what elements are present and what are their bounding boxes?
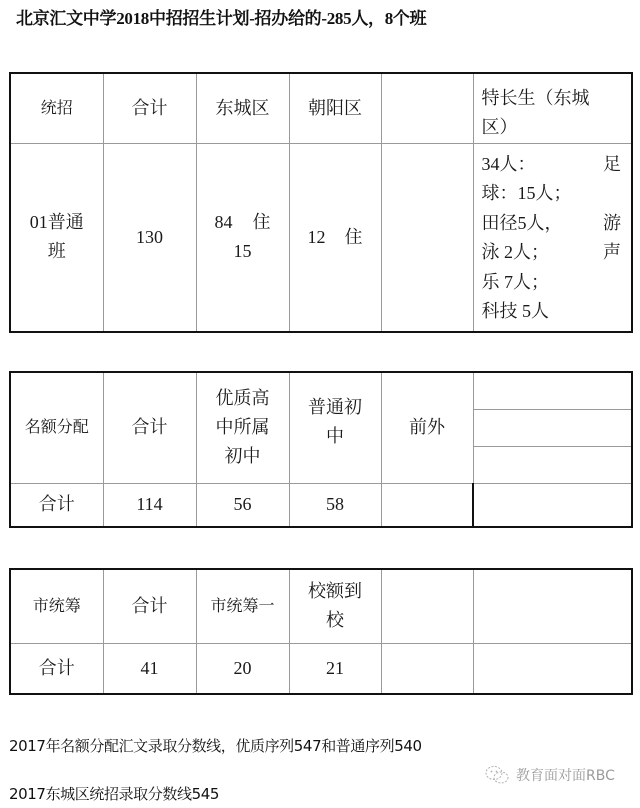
header-cell: 市统筹一 (196, 569, 289, 643)
watermark (484, 765, 615, 785)
youzhi-cell: 56 (196, 483, 289, 527)
wechat-icon (484, 765, 510, 785)
total-cell: 130 (103, 143, 196, 332)
line-left: 34人： (481, 153, 536, 174)
line-left: 泳 2人； (481, 242, 549, 262)
header-cell: 合计 (103, 569, 196, 643)
header-cell: 合计 (103, 73, 196, 143)
cell-value: 住 (344, 226, 363, 247)
header-cell: 朝阳区 (289, 73, 381, 143)
cell-line: 01普通 (29, 212, 84, 233)
cell-line (482, 268, 622, 298)
cell-line (482, 297, 622, 327)
header-cell: 市统筹 (10, 569, 103, 643)
table-row (10, 143, 632, 332)
putong-cell: 58 (289, 483, 381, 527)
header-cell (289, 569, 381, 643)
header-line: 区） (481, 117, 518, 137)
cell-line (308, 223, 363, 252)
empty-cell (473, 569, 632, 643)
empty-cell (381, 569, 473, 643)
total-cell: 114 (103, 483, 196, 527)
total-cell: 41 (103, 643, 196, 694)
line-right: 游 (603, 212, 621, 233)
header-cell: 前外 (381, 372, 473, 483)
cell-value: 84 (214, 212, 233, 233)
header-cell-special (473, 73, 632, 143)
table-row (10, 643, 632, 694)
header-line: 中所属 (215, 417, 270, 438)
line-left: 乐 7人； (481, 271, 549, 292)
score-line-note-2: 2017东城区统招录取分数线545 (9, 785, 220, 803)
line-right: 足 (603, 153, 621, 174)
line-left: 田径5人， (481, 212, 563, 233)
chaoyang-cell (289, 143, 381, 332)
row-label-cell: 合计 (10, 483, 103, 527)
dongcheng-cell (196, 143, 289, 332)
header-cell (196, 372, 289, 483)
empty-cell (473, 446, 632, 483)
header-cell: 东城区 (196, 73, 289, 143)
header-line: 优质高 (215, 388, 270, 409)
empty-cell (473, 372, 632, 409)
row-label-cell: 合计 (10, 643, 103, 694)
line-right: 声 (603, 242, 621, 262)
table-mingefenpei (9, 371, 633, 528)
header-cell-empty (381, 73, 473, 143)
header-cell: 名额分配 (10, 372, 103, 483)
empty-cell (381, 643, 473, 694)
table-row (10, 483, 632, 527)
empty-cell (473, 643, 632, 694)
header-cell (289, 372, 381, 483)
table-tongzhao (9, 72, 633, 333)
header-line: 校额到 (308, 581, 362, 602)
watermark-text: 教育面对面RBC (516, 768, 615, 784)
header-line: 中 (326, 425, 344, 446)
cell-line (482, 209, 622, 239)
header-line: 普通初 (308, 396, 362, 417)
cell-value: 住 (252, 212, 271, 233)
empty-cell (473, 483, 632, 527)
table-header-row (10, 569, 632, 643)
cell-line (482, 150, 622, 180)
class-label-cell (10, 143, 103, 332)
header-line: 特长生（东城 (481, 88, 590, 108)
cell-line (215, 208, 271, 237)
line-left: 科技 5人 (481, 301, 549, 321)
empty-cell (473, 409, 632, 446)
empty-cell (381, 143, 473, 332)
page-title: 北京汇文中学2018中招招生计划-招办给的-285人，8个班 (16, 9, 427, 28)
score-line-note-1: 2017年名额分配汇文录取分数线，优质序列547和普通序列540 (9, 737, 422, 755)
shitongchou-cell: 20 (196, 643, 289, 694)
header-line: 初中 (224, 446, 261, 467)
table-header-row (10, 73, 632, 143)
header-cell: 合计 (103, 372, 196, 483)
table-header-row (10, 372, 632, 409)
qianwai-cell (381, 483, 473, 527)
line-left: 球：15人； (481, 183, 572, 203)
cell-line: 班 (47, 241, 66, 262)
cell-line (482, 238, 622, 268)
cell-line: 15 (233, 241, 252, 262)
cell-value: 12 (307, 226, 326, 247)
header-line: 校 (326, 610, 344, 631)
table-shitongchou (9, 568, 633, 695)
xiaoe-cell: 21 (289, 643, 381, 694)
header-cell: 统招 (10, 73, 103, 143)
cell-line (482, 179, 622, 209)
special-students-cell (473, 143, 632, 332)
